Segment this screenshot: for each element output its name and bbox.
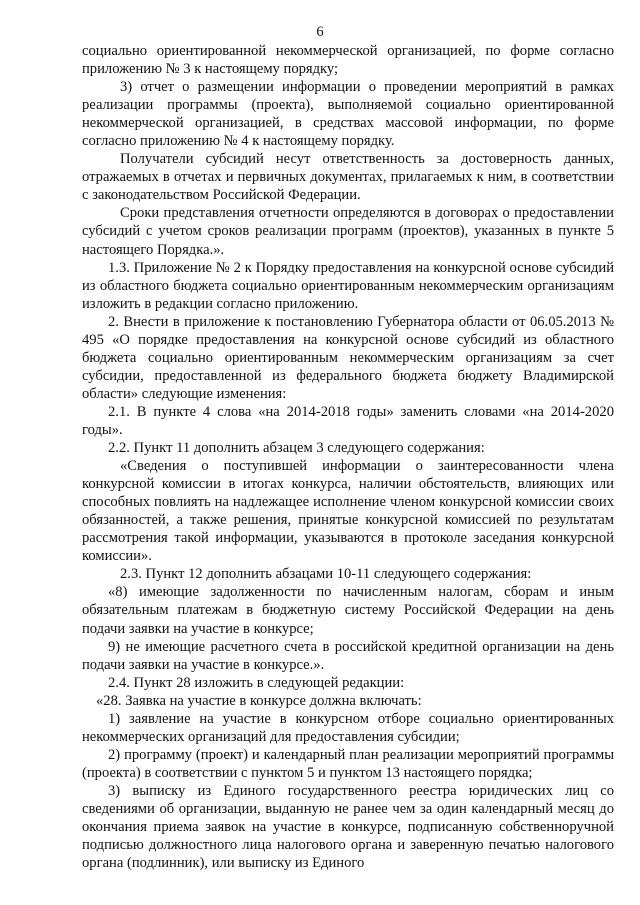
paragraph-2: 2. Внести в приложение к постановлению Губернатора области от 06.05.2013 № 495 «О порядке предоставления на конкурсной основе субсидий из областного бюджета социально ориентированным некоммерческим организациям за счет субсидии, предоставленной из федерального бюджета бюджету Владимирской области» следующие изменения: xyxy=(82,313,614,402)
paragraph-item-9: 9) не имеющие расчетного счета в российской кредитной организации на день подачи заявки на участие в конкурсе.». xyxy=(82,638,614,673)
paragraph-continuation: социально ориентированной некоммерческой организацией, по форме согласно приложению № 3 к настоящему порядку; xyxy=(82,43,614,78)
paragraph-item-8: «8) имеющие задолженности по начисленным налогам, сборам и иным обязательным платежам в бюджетную систему Российской Федерации на день подачи заявки на участие в конкурсе; xyxy=(82,584,614,637)
paragraph-list-1: 1) заявление на участие в конкурсном отборе социально ориентированных некоммерческих организаций для предоставления субсидии; xyxy=(82,710,614,745)
paragraph-responsibility: Получатели субсидий несут ответственность за достоверность данных, отражаемых в отчетах и первичных документах, прилагаемых к ним, в соответствии с законодательством Российской Федерации. xyxy=(82,151,614,204)
paragraph-2-2: 2.2. Пункт 11 дополнить абзацем 3 следующего содержания: xyxy=(108,440,485,457)
paragraph-deadlines: Сроки представления отчетности определяются в договорах о предоставлении субсидий с учетом сроков реализации программ (проектов), указанных в пункте 5 настоящего Порядка.». xyxy=(82,205,614,258)
paragraph-item-3: 3) отчет о размещении информации о проведении мероприятий в рамках реализации программы (проекта), выполняемой социально ориентированной некоммерческой организацией, в средствах массовой информации, по форме согласно приложению № 4 к настоящему порядку. xyxy=(82,79,614,150)
paragraph-2-3: 2.3. Пункт 12 дополнить абзацами 10-11 следующего содержания: xyxy=(120,566,532,583)
document-body xyxy=(82,42,614,872)
paragraph-quote-information: «Сведения о поступившей информации о заинтересованности члена конкурсной комиссии в итогах конкурса, наличии обстоятельств, влияющих или способных повлиять на надлежащее исполнение членом конкурсной комиссии своих обязанностей, а также решения, принятые конкурсной комиссией по результатам рассмотрения такой информации, указываются в протоколе заседания конкурсной комиссии». xyxy=(82,458,614,565)
paragraph-1-3: 1.3. Приложение № 2 к Порядку предоставления на конкурсной основе субсидий из областного бюджета социально ориентированным некоммерческим организациям изложить в редакции согласно приложению. xyxy=(82,259,614,312)
paragraph-list-3: 3) выписку из Единого государственного реестра юридических лиц со сведениями об организации, выданную не ранее чем за один календарный месяц до окончания приема заявок на участие в конкурсе, подписанную собственноручной подписью должностного лица налогового органа и заверенную печатью налогового органа (подлинник), или выписку из Единого xyxy=(82,782,614,872)
paragraph-item-28: «28. Заявка на участие в конкурсе должна включать: xyxy=(96,692,422,709)
paragraph-2-4: 2.4. Пункт 28 изложить в следующей редакции: xyxy=(108,674,405,691)
paragraph-list-2: 2) программу (проект) и календарный план реализации мероприятий программы (проекта) в соответствии с пунктом 5 и пунктом 13 настоящего порядка; xyxy=(82,746,614,781)
paragraph-2-1: 2.1. В пункте 4 слова «на 2014-2018 годы» заменить словами «на 2014-2020 годы». xyxy=(82,403,614,438)
page-number: 6 xyxy=(316,24,324,40)
